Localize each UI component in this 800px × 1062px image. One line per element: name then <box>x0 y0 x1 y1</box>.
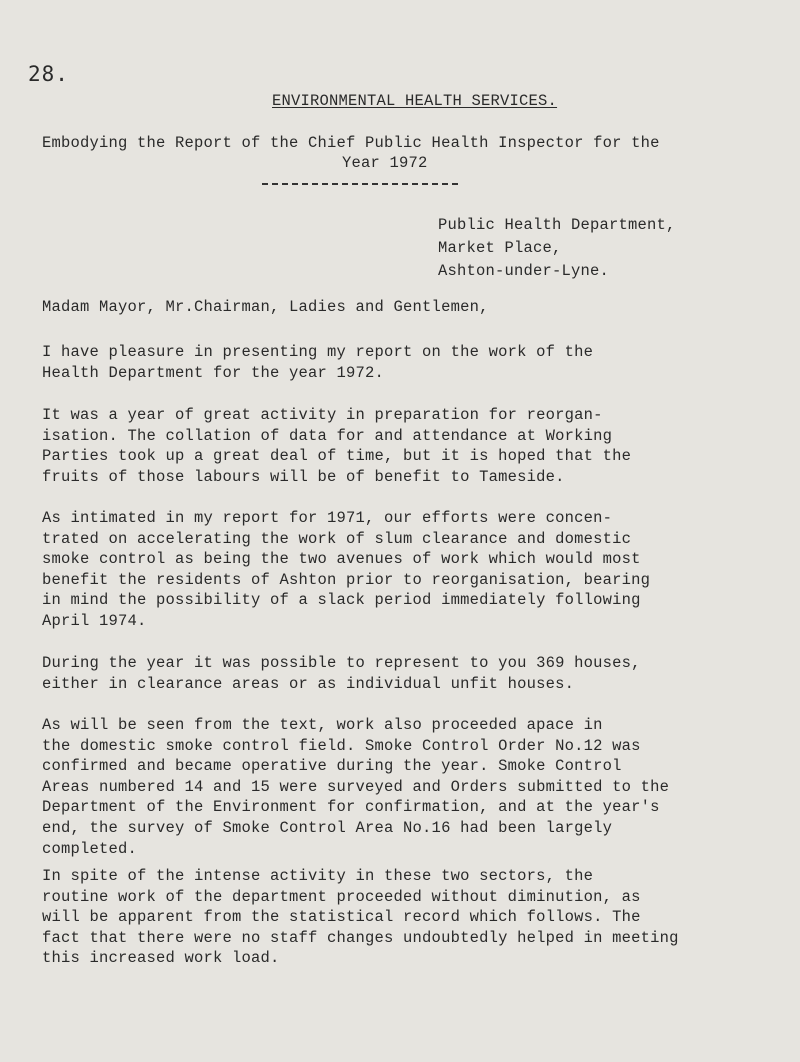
address-line-2: Market Place, <box>438 239 562 257</box>
dashed-divider <box>262 183 458 185</box>
subtitle-line-2: Year 1972 <box>342 154 428 172</box>
report-subtitle <box>42 133 762 173</box>
paragraph-6: In spite of the intense activity in these two sectors, the routine work of the department proceeded without diminution, as will be apparent from the statistical record which follows. The fact that there were no staff changes undoubtedly helped in meeting this increased work load. <box>42 867 679 968</box>
page-title: ENVIRONMENTAL HEALTH SERVICES. <box>272 92 558 110</box>
paragraph-3: As intimated in my report for 1971, our efforts were concen- trated on accelerating the work of slum clearance and domestic smoke control as being the two avenues of work which would most benefit the residents of Ashton prior to reorganisation, bearing in mind the possibility of a slack period immediately following April 1974. <box>42 509 651 630</box>
address-line-1: Public Health Department, <box>438 216 676 234</box>
paragraph-2: It was a year of great activity in preparation for reorgan- isation. The collation of data for and attendance at Working Parties took up a great deal of time, but it is hoped that the fruits of those labours will be of benefit to Tameside. <box>42 406 632 486</box>
address-line-3: Ashton-under-Lyne. <box>438 262 610 280</box>
page-number: 28. <box>28 62 69 86</box>
department-address <box>438 214 676 283</box>
paragraph-1: I have pleasure in presenting my report on the work of the Health Department for the year 1972. <box>42 343 594 382</box>
subtitle-line-1: Embodying the Report of the Chief Public Health Inspector for the <box>42 134 660 152</box>
salutation: Madam Mayor, Mr.Chairman, Ladies and Gentlemen, <box>42 298 489 316</box>
paragraph-5: As will be seen from the text, work also proceeded apace in the domestic smoke control field. Smoke Control Order No.12 was confirmed and became operative during the year. Smoke Control Areas numbered 14 and 15 were surveyed and Orders submitted to the Department of the Environment for confirmation, and at the year's end, the survey of Smoke Control Area No.16 had been largely completed. <box>42 716 670 858</box>
paragraph-4: During the year it was possible to represent to you 369 houses, either in clearance areas or as individual unfit houses. <box>42 654 641 693</box>
